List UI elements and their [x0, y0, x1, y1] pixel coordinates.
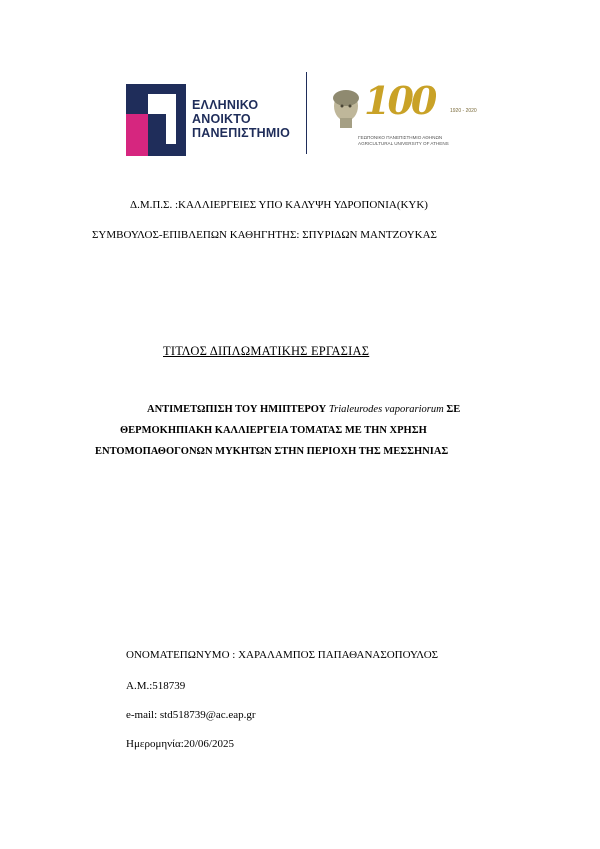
logo-divider: [306, 72, 307, 154]
eap-logo-text: [192, 98, 312, 140]
hellenic-open-university-logo: [126, 84, 306, 156]
program-line: Δ.Μ.Π.Σ. :ΚΑΛΛΙΕΡΓΕΙΕΣ ΥΠΟ ΚΑΛΥΨΗ ΥΔΡΟΠΟΝΙΑ(ΚΥΚ): [130, 199, 428, 211]
student-email: e-mail: std518739@ac.eap.gr: [126, 709, 256, 721]
title-suffix: ΣΕ: [443, 404, 461, 415]
title-prefix: ΑΝΤΙΜΕΤΩΠΙΣΗ ΤΟΥ ΗΜΙΠΤΕΡΟΥ: [147, 404, 329, 415]
student-registration-number: Α.Μ.:518739: [126, 680, 186, 692]
aua-name-greek: ΓΕΩΠΟΝΙΚΟ ΠΑΝΕΠΙΣΤΗΜΙΟ ΑΘΗΝΩΝ: [358, 135, 443, 140]
thesis-heading: ΤΙΤΛΟΣ ΔΙΠΛΩΜΑΤΙΚΗΣ ΕΡΓΑΣΙΑΣ: [163, 344, 370, 358]
thesis-title-line-3: ΕΝΤΟΜΟΠΑΘΟΓΟΝΩΝ ΜΥΚΗΤΩΝ ΣΤΗΝ ΠΕΡΙΟΧΗ ΤΗΣ ΜΕΣΣΗΝΙΑΣ: [95, 446, 449, 457]
submission-date: Ημερομηνία:20/06/2025: [126, 738, 234, 750]
species-name: Trialeurodes vaporariorum: [328, 404, 444, 415]
agricultural-university-100-logo: [328, 78, 488, 152]
supervisor-line: ΣΥΜΒΟΥΛΟΣ-ΕΠΙΒΛΕΠΩΝ ΚΑΘΗΓΗΤΗΣ: ΣΠΥΡΙΔΩΝ ΜΑΝΤΖΟΥΚΑΣ: [92, 229, 437, 241]
goddess-head-icon: [328, 86, 364, 130]
thesis-title-line-1: [147, 404, 460, 415]
eap-logo-line: ΠΑΝΕΠΙΣΤΗΜΙΟ: [192, 126, 291, 140]
centenary-number: 100: [364, 78, 435, 123]
eap-logo-mark-icon: [126, 84, 186, 156]
eap-logo-line: ΑΝΟΙΚΤΟ: [192, 112, 251, 126]
eap-logo-line: ΕΛΛΗΝΙΚΟ: [192, 98, 259, 112]
aua-name-english: AGRICULTURAL UNIVERSITY OF ATHENS: [358, 141, 449, 146]
student-name: ΟΝΟΜΑΤΕΠΩΝΥΜΟ : ΧΑΡΑΛΑΜΠΟΣ ΠΑΠΑΘΑΝΑΣΟΠΟΥΛΟΣ: [126, 649, 439, 661]
thesis-title-line-2: ΘΕΡΜΟΚΗΠΙΑΚΗ ΚΑΛΛΙΕΡΓΕΙΑ ΤΟΜΑΤΑΣ ΜΕ ΤΗΝ ΧΡΗΣΗ: [120, 425, 427, 436]
centenary-years: 1920 - 2020: [450, 108, 477, 114]
